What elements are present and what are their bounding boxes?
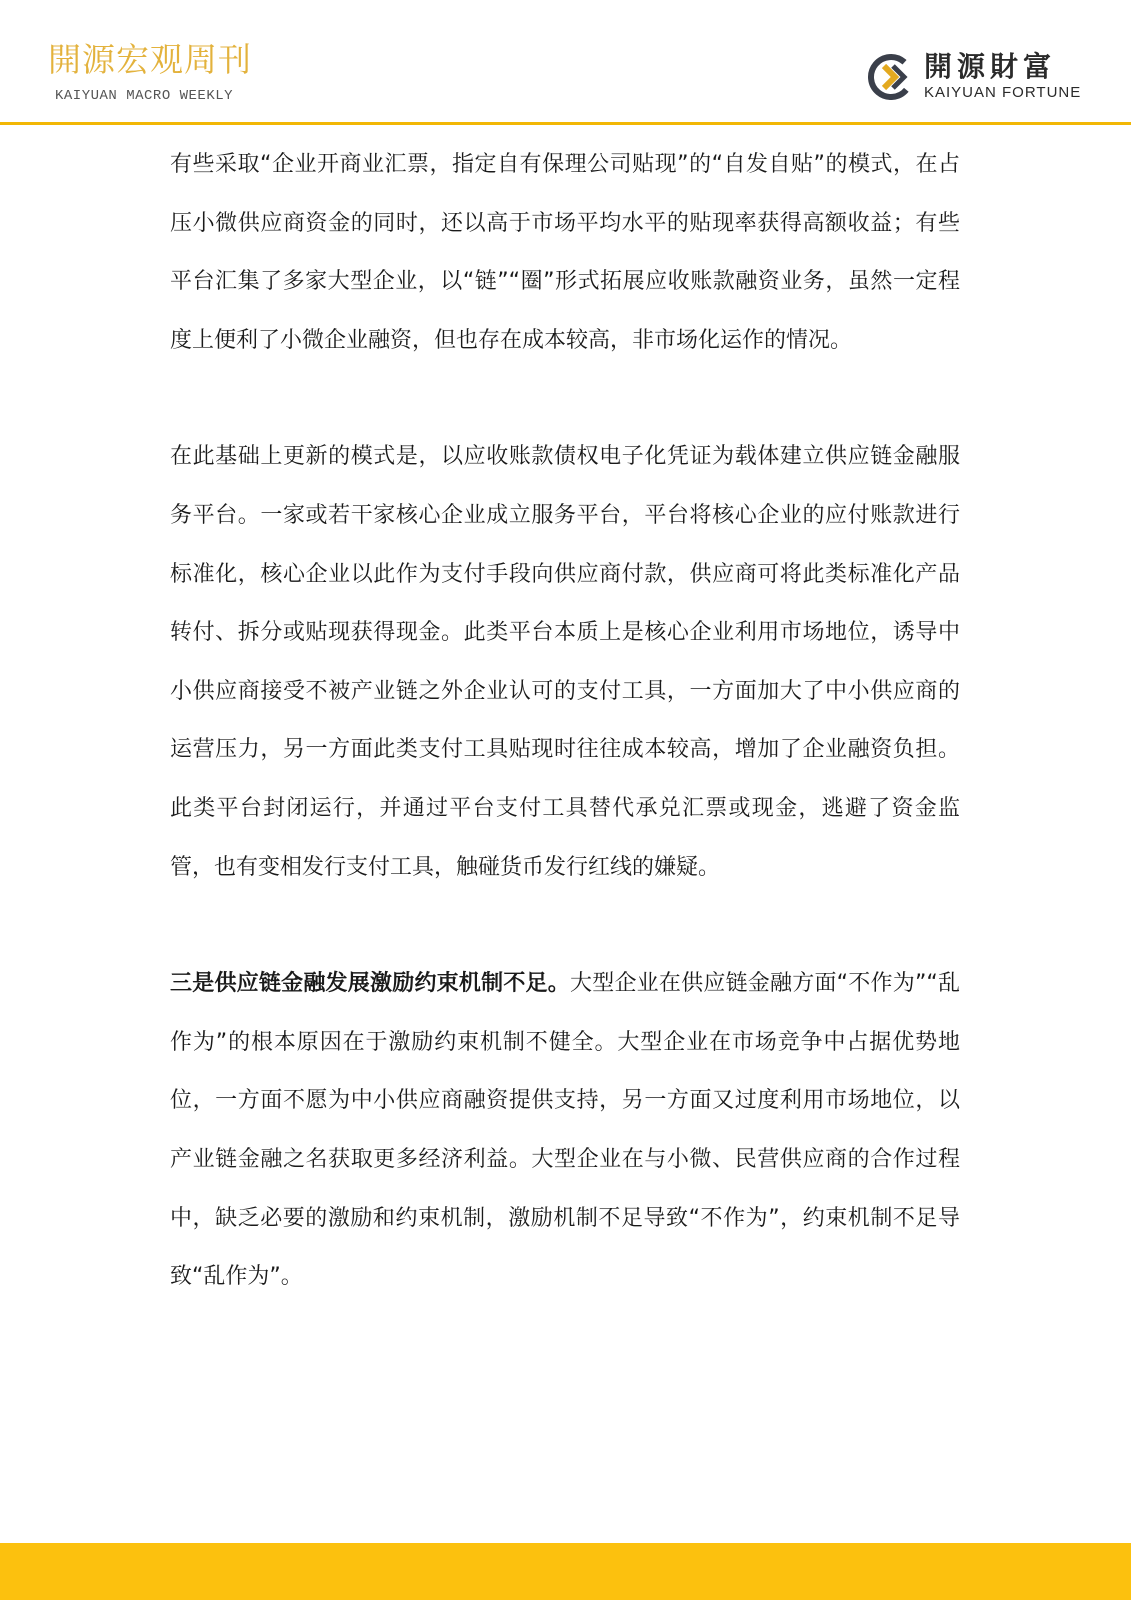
logo-english-name: KAIYUAN FORTUNE: [924, 84, 1082, 101]
page-header: [0, 0, 1131, 124]
footer-bar: [0, 1543, 1131, 1600]
paragraph: [170, 428, 960, 897]
paragraph-text: 在此基础上更新的模式是，以应收账款债权电子化凭证为载体建立供应链金融服务平台。一家或若干家核心企业成立服务平台，平台将核心企业的应付账款进行标准化，核心企业以此作为支付手段向供应商付款，供应商可将此类标准化产品转付、拆分或贴现获得现金。此类平台本质上是核心企业利用市场地位，诱导中小供应商接受不被产业链之外企业认可的支付工具，一方面加大了中小供应商的运营压力，另一方面此类支付工具贴现时往往成本较高，增加了企业融资负担。此类平台封闭运行，并通过平台支付工具替代承兑汇票或现金，逃避了资金监管，也有变相发行支付工具，触碰货币发行红线的嫌疑。: [170, 444, 960, 880]
article-body: [170, 136, 960, 1307]
kaiyuan-logo-icon: [866, 52, 916, 102]
paragraph: [170, 136, 960, 370]
paragraph-text: 有些采取“企业开商业汇票，指定自有保理公司贴现”的“自发自贴”的模式，在占压小微供应商资金的同时，还以高于市场平均水平的贴现率获得高额收益；有些平台汇集了多家大型企业，以“链”“圈”形式拓展应收账款融资业务，虽然一定程度上便利了小微企业融资，但也存在成本较高，非市场化运作的情况。: [170, 152, 960, 353]
header-divider: [0, 122, 1131, 125]
company-logo: [866, 50, 1096, 106]
paragraph: [170, 955, 960, 1307]
paragraph-lead: 三是供应链金融发展激励约束机制不足。: [170, 971, 571, 997]
brand-title: 開源宏观周刊: [48, 40, 252, 79]
brand-subtitle: KAIYUAN MACRO WEEKLY: [55, 88, 234, 104]
logo-chinese-name: 開源財富: [924, 50, 1057, 83]
paragraph-text: 大型企业在供应链金融方面“不作为”“乱作为”的根本原因在于激励约束机制不健全。大型企业在市场竞争中占据优势地位，一方面不愿为中小供应商融资提供支持，另一方面又过度利用市场地位，以产业链金融之名获取更多经济利益。大型企业在与小微、民营供应商的合作过程中，缺乏必要的激励和约束机制，激励机制不足导致“不作为”，约束机制不足导致“乱作为”。: [170, 971, 960, 1290]
